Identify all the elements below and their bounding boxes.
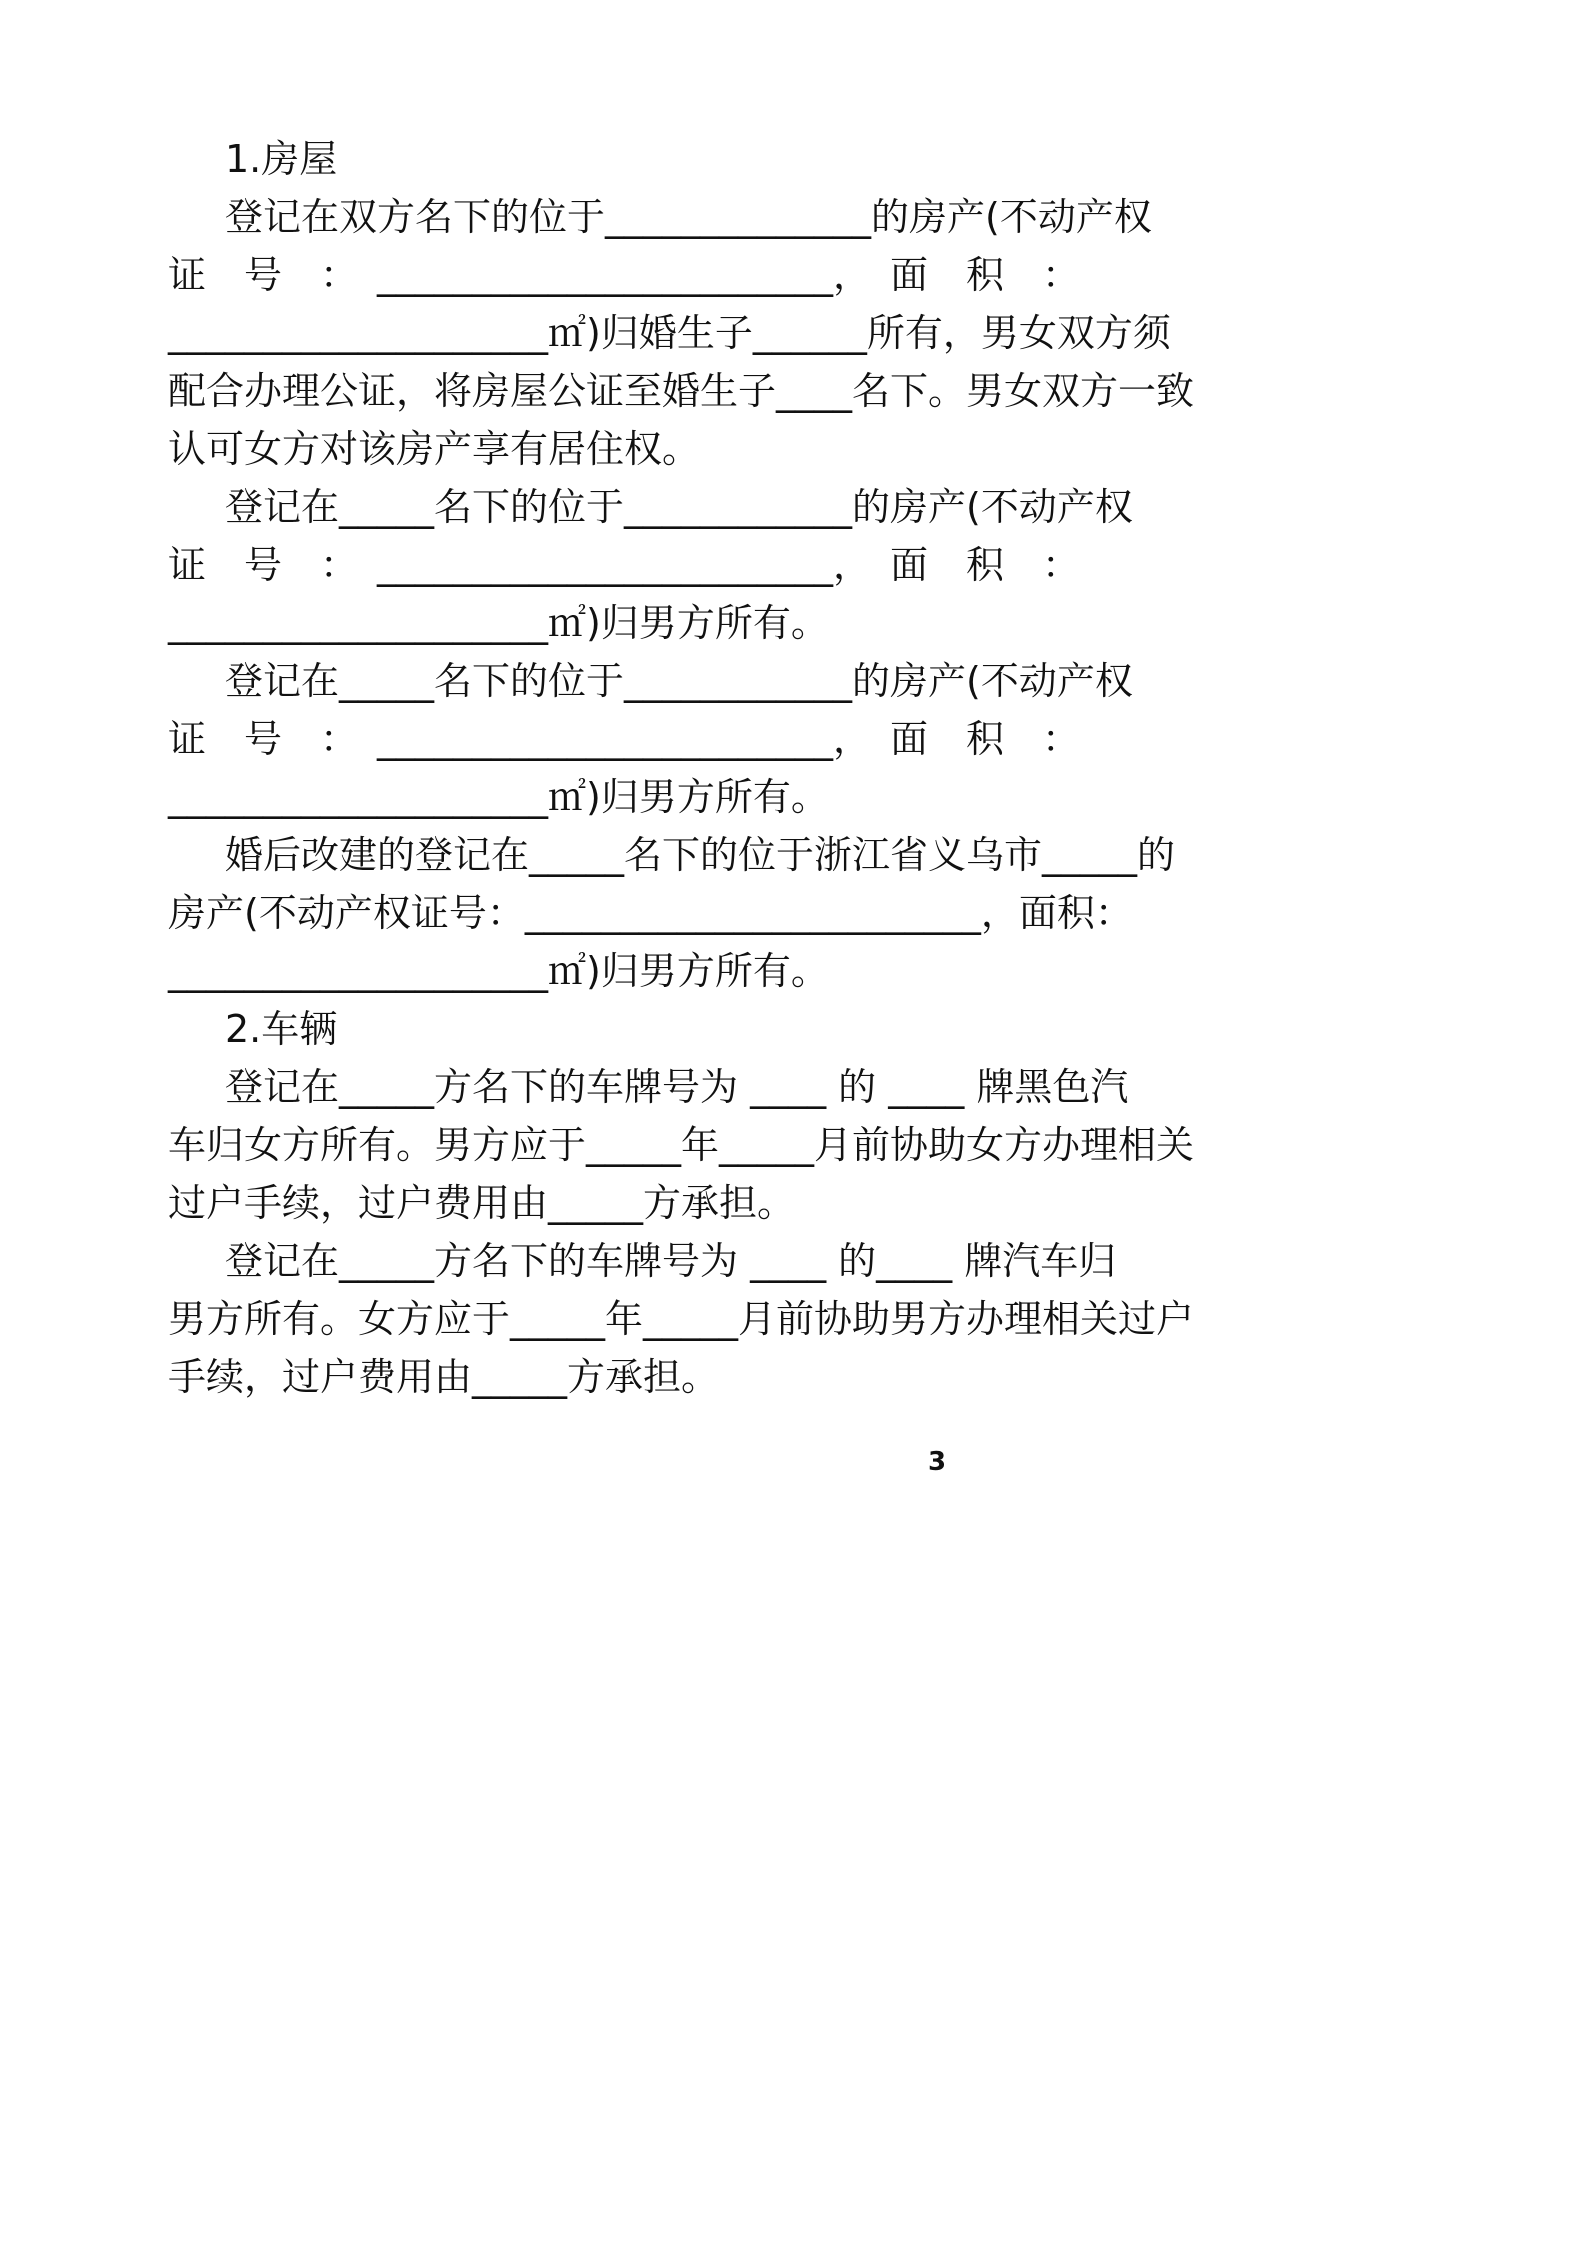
paragraph-line: 房产(不动产权证号：________________________，面积： [168, 891, 1133, 935]
paragraph-line: ____________________㎡)归男方所有。 [168, 949, 829, 993]
paragraph-line: 证 号 ： ________________________， 面 积 ： [168, 717, 1081, 761]
paragraph-line: 登记在_____方名下的车牌号为 ____ 的____ 牌汽车归 [225, 1239, 1117, 1283]
paragraph-line: ____________________㎡)归男方所有。 [168, 775, 829, 819]
paragraph-line: ____________________㎡)归男方所有。 [168, 601, 829, 645]
paragraph-line: 登记在_____名下的位于____________的房产(不动产权 [225, 659, 1133, 703]
page-number: 3 [928, 1447, 947, 1477]
paragraph-line: 男方所有。女方应于_____年_____月前协助男方办理相关过户 [168, 1297, 1195, 1341]
paragraph-line: 登记在_____方名下的车牌号为 ____ 的 ____ 牌黑色汽 [225, 1065, 1129, 1109]
paragraph-line: 登记在双方名下的位于______________的房产(不动产权 [225, 195, 1152, 239]
paragraph-line: 婚后改建的登记在_____名下的位于浙江省义乌市_____的 [225, 833, 1176, 877]
paragraph-line: 证 号 ： ________________________， 面 积 ： [168, 543, 1081, 587]
paragraph-line: 手续，过户费用由_____方承担。 [168, 1355, 720, 1399]
paragraph-line: ____________________㎡)归婚生子______所有，男女双方须 [168, 311, 1171, 355]
paragraph-line: 认可女方对该房产享有居住权。 [168, 427, 701, 471]
paragraph-line: 过户手续，过户费用由_____方承担。 [168, 1181, 796, 1225]
paragraph-line: 登记在_____名下的位于____________的房产(不动产权 [225, 485, 1133, 529]
paragraph-line: 配合办理公证，将房屋公证至婚生子____名下。男女双方一致 [168, 369, 1195, 413]
section-heading-house: 1.房屋 [225, 137, 338, 181]
section-heading-vehicle: 2.车辆 [225, 1007, 338, 1051]
paragraph-line: 证 号 ： ________________________， 面 积 ： [168, 253, 1081, 297]
paragraph-line: 车归女方所有。男方应于_____年_____月前协助女方办理相关 [168, 1123, 1195, 1167]
